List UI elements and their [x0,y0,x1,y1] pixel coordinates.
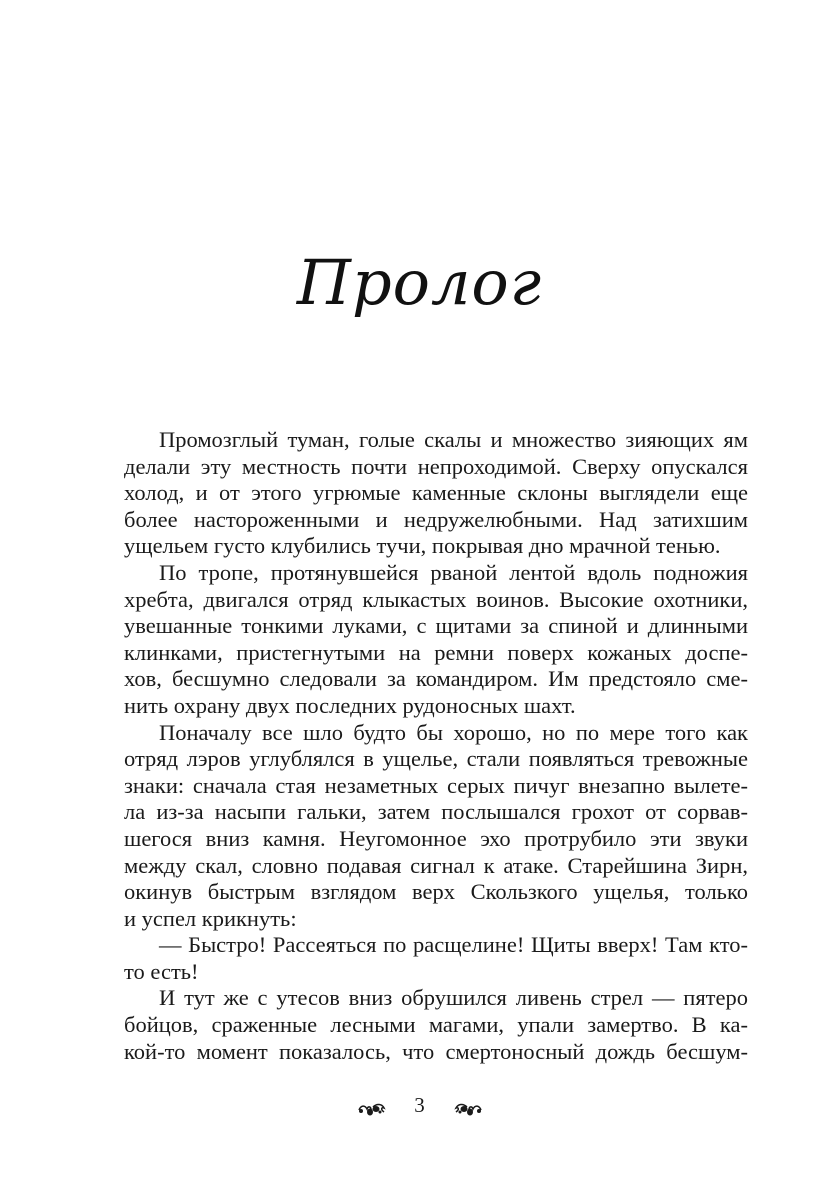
text-line: знаки: сначала стая незаметных серых пичуг внезапно вылете- [124,772,748,798]
page-footer [0,1093,839,1118]
page-number: 3 [414,1093,425,1117]
paragraph [124,720,748,933]
text-line: — Быстро! Рассеяться по расщелине! Щиты вверх! Там кто- [159,932,748,958]
text-line: хребта, двигался отряд клыкастых воинов. Высокие охотники, [124,586,748,612]
paragraph [124,932,748,985]
text-line: кой-то момент показалось, что смертоносный дождь бесшум- [124,1038,748,1064]
text-line: Промозглый туман, голые скалы и множество зияющих ям [159,427,748,452]
text-line: более настороженными и недружелюбными. Над затихшим [124,506,748,532]
text-line: отряд лэров углублялся в ущелье, стали появляться тревожные [124,746,748,772]
paragraph [124,985,748,1065]
text-line: окинув быстрым взглядом верх Скользкого ущелья, только [124,879,748,905]
text-line: шегося вниз камня. Неугомонное эхо протрубило эти звуки [124,825,748,851]
text-line: между скал, словно подавая сигнал к атаке. Старейшина Зирн, [124,852,748,878]
floral-ornament-left-icon [357,1098,387,1114]
paragraph [124,427,748,560]
text-line: клинками, пристегнутыми на ремни поверх кожаных доспе- [124,639,748,665]
floral-ornament-right-icon [453,1098,483,1114]
paragraph [124,560,748,720]
text-line: нить охрану двух последних рудоносных шахт. [124,692,576,718]
text-line: то есть! [124,958,199,984]
text-line: делали эту местность почти непроходимой. Сверху опускался [124,453,748,479]
text-line: холод, и от этого угрюмые каменные склоны выглядели еще [124,480,748,506]
text-line: хов, бесшумно следовали за командиром. Им предстояло сме- [124,666,748,692]
text-line: И тут же с утесов вниз обрушился ливень стрел — пятеро [159,985,748,1011]
chapter-title: Пролог [296,246,543,319]
chapter-body [124,427,748,1065]
text-line: бойцов, сраженные лесными магами, упали замертво. В ка- [124,1012,748,1038]
text-line: и успел крикнуть: [124,905,297,931]
text-line: ущельем густо клубились тучи, покрывая дно мрачной тенью. [124,533,721,559]
text-line: увешанные тонкими луками, с щитами за спиной и длинными [124,613,748,639]
text-line: По тропе, протянувшейся рваной лентой вдоль подножия [159,559,748,585]
text-line: Поначалу все шло будто бы хорошо, но по мере того как [159,719,748,745]
text-line: ла из-за насыпи гальки, затем послышался грохот от сорвав- [124,799,748,825]
